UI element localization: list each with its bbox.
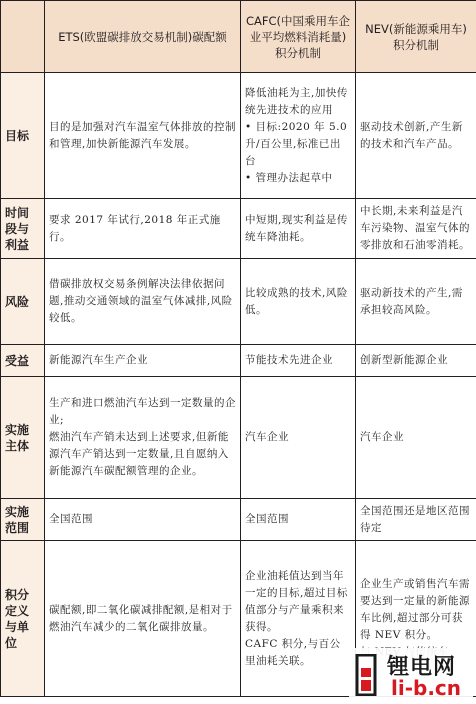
cell-entity-ets-line2: 燃油汽车产销未达到上述要求,但新能源汽车产销达到一定数量,且自愿纳入新能源汽车碳配额管理的企业。 — [49, 431, 229, 477]
row-goal — [1, 73, 476, 199]
header-row — [1, 1, 476, 73]
row-label-timeframe: 时间段与利益 — [1, 199, 45, 259]
row-label-risk: 风险 — [1, 259, 45, 345]
cell-timeframe-cafc: 中短期,现实利益是传统车降油耗。 — [241, 199, 356, 259]
cell-risk-ets: 借碳排放权交易条例解决法律依据问题,推动交通领域的温室气体减排,风险较低。 — [45, 259, 241, 345]
watermark — [349, 648, 473, 702]
cell-entity-nev: 汽车企业 — [356, 377, 476, 499]
cell-timeframe-ets: 要求 2017 年试行,2018 年正式施行。 — [45, 199, 241, 259]
cell-credit-ets: 碳配额,即二氧化碳减排配额,是相对于燃油汽车减少的二氧化碳排放量。 — [45, 541, 241, 697]
cell-credit-cafc-line2: CAFC 积分,与百公里油耗关联。 — [245, 637, 341, 667]
cell-goal-ets: 目的是加强对汽车温室气体排放的控制和管理,加快新能源汽车发展。 — [45, 73, 241, 199]
row-timeframe — [1, 199, 476, 259]
cell-goal-cafc-line2: • 目标:2020 年 5.0 升/百公里,标准已出台 — [245, 120, 348, 167]
row-label-goal: 目标 — [1, 73, 45, 199]
row-label-scope: 实施范围 — [1, 499, 45, 541]
watermark-site-name: 锂电网 — [387, 655, 457, 680]
cell-entity-ets-line1: 生产和进口燃油汽车达到一定数量的企业; — [49, 397, 236, 426]
cell-entity-cafc: 汽车企业 — [241, 377, 356, 499]
cell-scope-ets: 全国范围 — [45, 499, 241, 541]
cell-credit-cafc-line1: 企业油耗值达到当年一定的目标,超过目标值部分与产量乘积来获得。 — [245, 569, 348, 633]
cell-goal-cafc-line3: • 管理办法起草中 — [245, 171, 333, 184]
cell-beneficiary-cafc: 节能技术先进企业 — [241, 345, 356, 377]
header-corner — [1, 1, 45, 73]
row-scope — [1, 499, 476, 541]
cell-goal-cafc — [241, 73, 356, 199]
row-label-entity: 实施主体 — [1, 377, 45, 499]
watermark-domain: li-b.cn — [391, 676, 462, 700]
header-nev: NEV(新能源乘用车)积分机制 — [356, 1, 476, 73]
cell-credit-nev-line1: 企业生产或销售汽车需要达到一定量的新能源车比例,超过部分可获得 NEV 积分。 — [360, 578, 470, 641]
cell-credit-cafc — [241, 541, 356, 697]
cell-goal-cafc-line1: 降低油耗为主,加快传统先进技术的应用 — [245, 86, 348, 116]
cell-risk-nev: 驱动新技术的产生,需承担较高风险。 — [356, 259, 476, 345]
cell-entity-ets — [45, 377, 241, 499]
cell-scope-nev: 全国范围还是地区范围待定 — [356, 499, 476, 541]
cell-scope-cafc: 全国范围 — [241, 499, 356, 541]
row-label-beneficiary: 受益 — [1, 345, 45, 377]
cell-goal-nev: 驱动技术创新,产生新的技术和汽车产品。 — [356, 73, 476, 199]
row-risk — [1, 259, 476, 345]
cell-timeframe-nev: 中长期,未来利益是汽车污染物、温室气体的零排放和石油零消耗。 — [356, 199, 476, 259]
header-cafc: CAFC(中国乘用车企业平均燃料消耗量)积分机制 — [241, 1, 356, 73]
cell-risk-cafc: 比较成熟的技术,风险低。 — [241, 259, 356, 345]
header-ets: ETS(欧盟碳排放交易机制)碳配额 — [45, 1, 241, 73]
cell-beneficiary-ets: 新能源汽车生产企业 — [45, 345, 241, 377]
battery-logo-icon — [351, 654, 381, 696]
cell-beneficiary-nev: 创新型新能源企业 — [356, 345, 476, 377]
row-beneficiary — [1, 345, 476, 377]
row-label-credit: 积分定义与单位 — [1, 541, 45, 697]
row-entity — [1, 377, 476, 499]
